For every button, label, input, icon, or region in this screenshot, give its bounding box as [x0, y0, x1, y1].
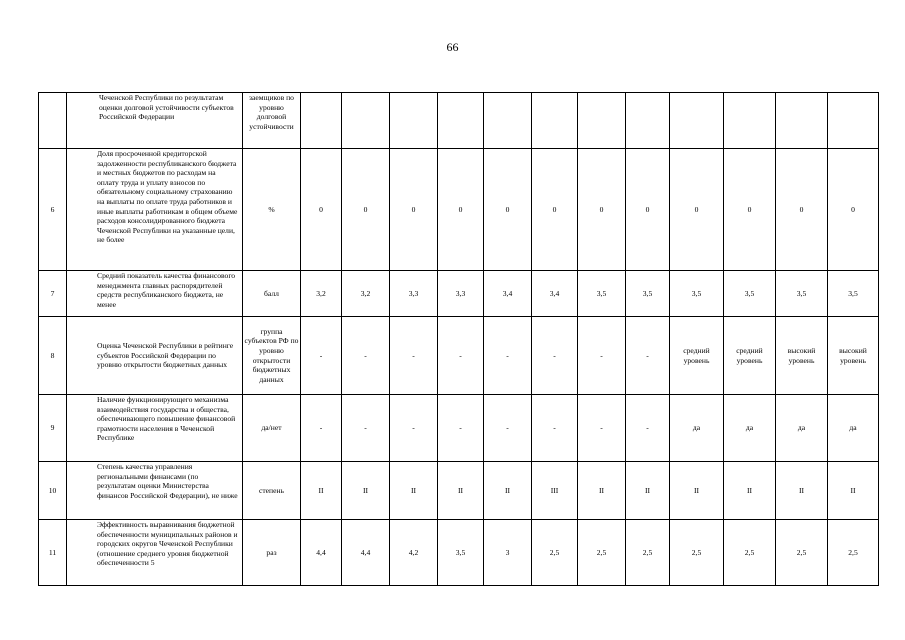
table-row: [39, 271, 879, 317]
value-cell: II: [776, 462, 828, 520]
table-row: [39, 149, 879, 271]
unit-cell: балл: [243, 271, 301, 317]
value-cell: [438, 93, 484, 149]
value-cell: [342, 93, 390, 149]
value-cell: II: [670, 462, 724, 520]
value-cell: [578, 93, 626, 149]
value-cell: [626, 93, 670, 149]
value-cell: II: [578, 462, 626, 520]
value-cell: 0: [724, 149, 776, 271]
page-number: 66: [446, 40, 459, 54]
unit-cell: степень: [243, 462, 301, 520]
table-row: [39, 93, 879, 149]
value-cell: да: [776, 395, 828, 462]
unit-cell: %: [243, 149, 301, 271]
value-cell: 3,4: [532, 271, 578, 317]
value-cell: II: [724, 462, 776, 520]
value-cell: 0: [484, 149, 532, 271]
value-cell: 3,2: [342, 271, 390, 317]
value-cell: 0: [776, 149, 828, 271]
value-cell: 0: [438, 149, 484, 271]
value-cell: -: [626, 317, 670, 395]
value-cell: высокий уровень: [776, 317, 828, 395]
value-cell: -: [301, 395, 342, 462]
value-cell: 2,5: [578, 520, 626, 586]
value-cell: II: [390, 462, 438, 520]
row-number: 10: [39, 462, 67, 520]
value-cell: II: [342, 462, 390, 520]
table-row: [39, 317, 879, 395]
value-cell: [532, 93, 578, 149]
value-cell: 0: [301, 149, 342, 271]
value-cell: 3,3: [390, 271, 438, 317]
value-cell: II: [626, 462, 670, 520]
value-cell: -: [438, 317, 484, 395]
value-cell: 3: [484, 520, 532, 586]
value-cell: 3,5: [438, 520, 484, 586]
indicator-name: Степень качества управления региональными финансами (по результатам оценки Министерства финансов Российской Федерации), не ниже: [67, 462, 243, 520]
value-cell: 2,5: [828, 520, 879, 586]
value-cell: 4,2: [390, 520, 438, 586]
value-cell: высокий уровень: [828, 317, 879, 395]
value-cell: II: [438, 462, 484, 520]
unit-cell: заемщиков по уровню долговой устойчивости: [243, 93, 301, 149]
value-cell: -: [532, 317, 578, 395]
unit-cell: да/нет: [243, 395, 301, 462]
value-cell: 3,5: [724, 271, 776, 317]
value-cell: 3,5: [776, 271, 828, 317]
indicator-name: Эффективность выравнивания бюджетной обеспеченности муниципальных районов и городских округов Чеченской Республики (отношение среднего уровня бюджетной обеспеченности 5: [67, 520, 243, 586]
indicator-name: Оценка Чеченской Республики в рейтинге субъектов Российской Федерации по уровню открытости бюджетных данных: [67, 317, 243, 395]
value-cell: средний уровень: [670, 317, 724, 395]
indicator-name: Доля просроченной кредиторской задолженности республиканского бюджета и местных бюджетов по расходам на оплату труда и уплату взносов по обязательному социальному страхованию на выплаты по оплате труда работников и иные выплаты работникам в общем объеме расходов консолидированного бюджета Чеченской Республики на указанные цели, не более: [67, 149, 243, 271]
unit-cell: группа субъектов РФ по уровню открытости бюджетных данных: [243, 317, 301, 395]
value-cell: -: [484, 395, 532, 462]
value-cell: 2,5: [670, 520, 724, 586]
row-number: [39, 93, 67, 149]
value-cell: 3,3: [438, 271, 484, 317]
row-number: 6: [39, 149, 67, 271]
value-cell: 3,5: [828, 271, 879, 317]
value-cell: да: [828, 395, 879, 462]
value-cell: [776, 93, 828, 149]
value-cell: 4,4: [342, 520, 390, 586]
value-cell: -: [390, 395, 438, 462]
value-cell: 2,5: [776, 520, 828, 586]
value-cell: -: [390, 317, 438, 395]
value-cell: -: [301, 317, 342, 395]
value-cell: -: [484, 317, 532, 395]
value-cell: -: [626, 395, 670, 462]
value-cell: -: [532, 395, 578, 462]
value-cell: средний уровень: [724, 317, 776, 395]
value-cell: 3,5: [626, 271, 670, 317]
value-cell: да: [724, 395, 776, 462]
value-cell: 2,5: [532, 520, 578, 586]
row-number: 11: [39, 520, 67, 586]
indicator-name: Чеченской Республики по результатам оценки долговой устойчивости субъектов Российской Федерации: [67, 93, 243, 149]
value-cell: -: [578, 395, 626, 462]
value-cell: 0: [828, 149, 879, 271]
value-cell: [390, 93, 438, 149]
value-cell: -: [342, 395, 390, 462]
value-cell: 3,5: [578, 271, 626, 317]
value-cell: 0: [532, 149, 578, 271]
row-number: 8: [39, 317, 67, 395]
row-number: 7: [39, 271, 67, 317]
value-cell: -: [438, 395, 484, 462]
value-cell: 2,5: [724, 520, 776, 586]
unit-cell: раз: [243, 520, 301, 586]
value-cell: 3,2: [301, 271, 342, 317]
value-cell: [484, 93, 532, 149]
value-cell: III: [532, 462, 578, 520]
table-row: [39, 395, 879, 462]
table-row: [39, 520, 879, 586]
indicator-name: Средний показатель качества финансового менеджмента главных распорядителей средств республиканского бюджета, не менее: [67, 271, 243, 317]
value-cell: II: [484, 462, 532, 520]
value-cell: -: [342, 317, 390, 395]
value-cell: II: [828, 462, 879, 520]
value-cell: [670, 93, 724, 149]
value-cell: II: [301, 462, 342, 520]
table-row: [39, 462, 879, 520]
value-cell: -: [578, 317, 626, 395]
value-cell: да: [670, 395, 724, 462]
value-cell: 3,5: [670, 271, 724, 317]
value-cell: 0: [390, 149, 438, 271]
value-cell: 4,4: [301, 520, 342, 586]
row-number: 9: [39, 395, 67, 462]
value-cell: 0: [342, 149, 390, 271]
value-cell: 2,5: [626, 520, 670, 586]
value-cell: 3,4: [484, 271, 532, 317]
value-cell: [301, 93, 342, 149]
indicator-name: Наличие функционирующего механизма взаимодействия государства и общества, обеспечивающего повышение финансовой грамотности населения в Чеченской Республике: [67, 395, 243, 462]
value-cell: 0: [670, 149, 724, 271]
indicators-table: [38, 92, 879, 586]
value-cell: 0: [578, 149, 626, 271]
value-cell: [724, 93, 776, 149]
value-cell: 0: [626, 149, 670, 271]
value-cell: [828, 93, 879, 149]
